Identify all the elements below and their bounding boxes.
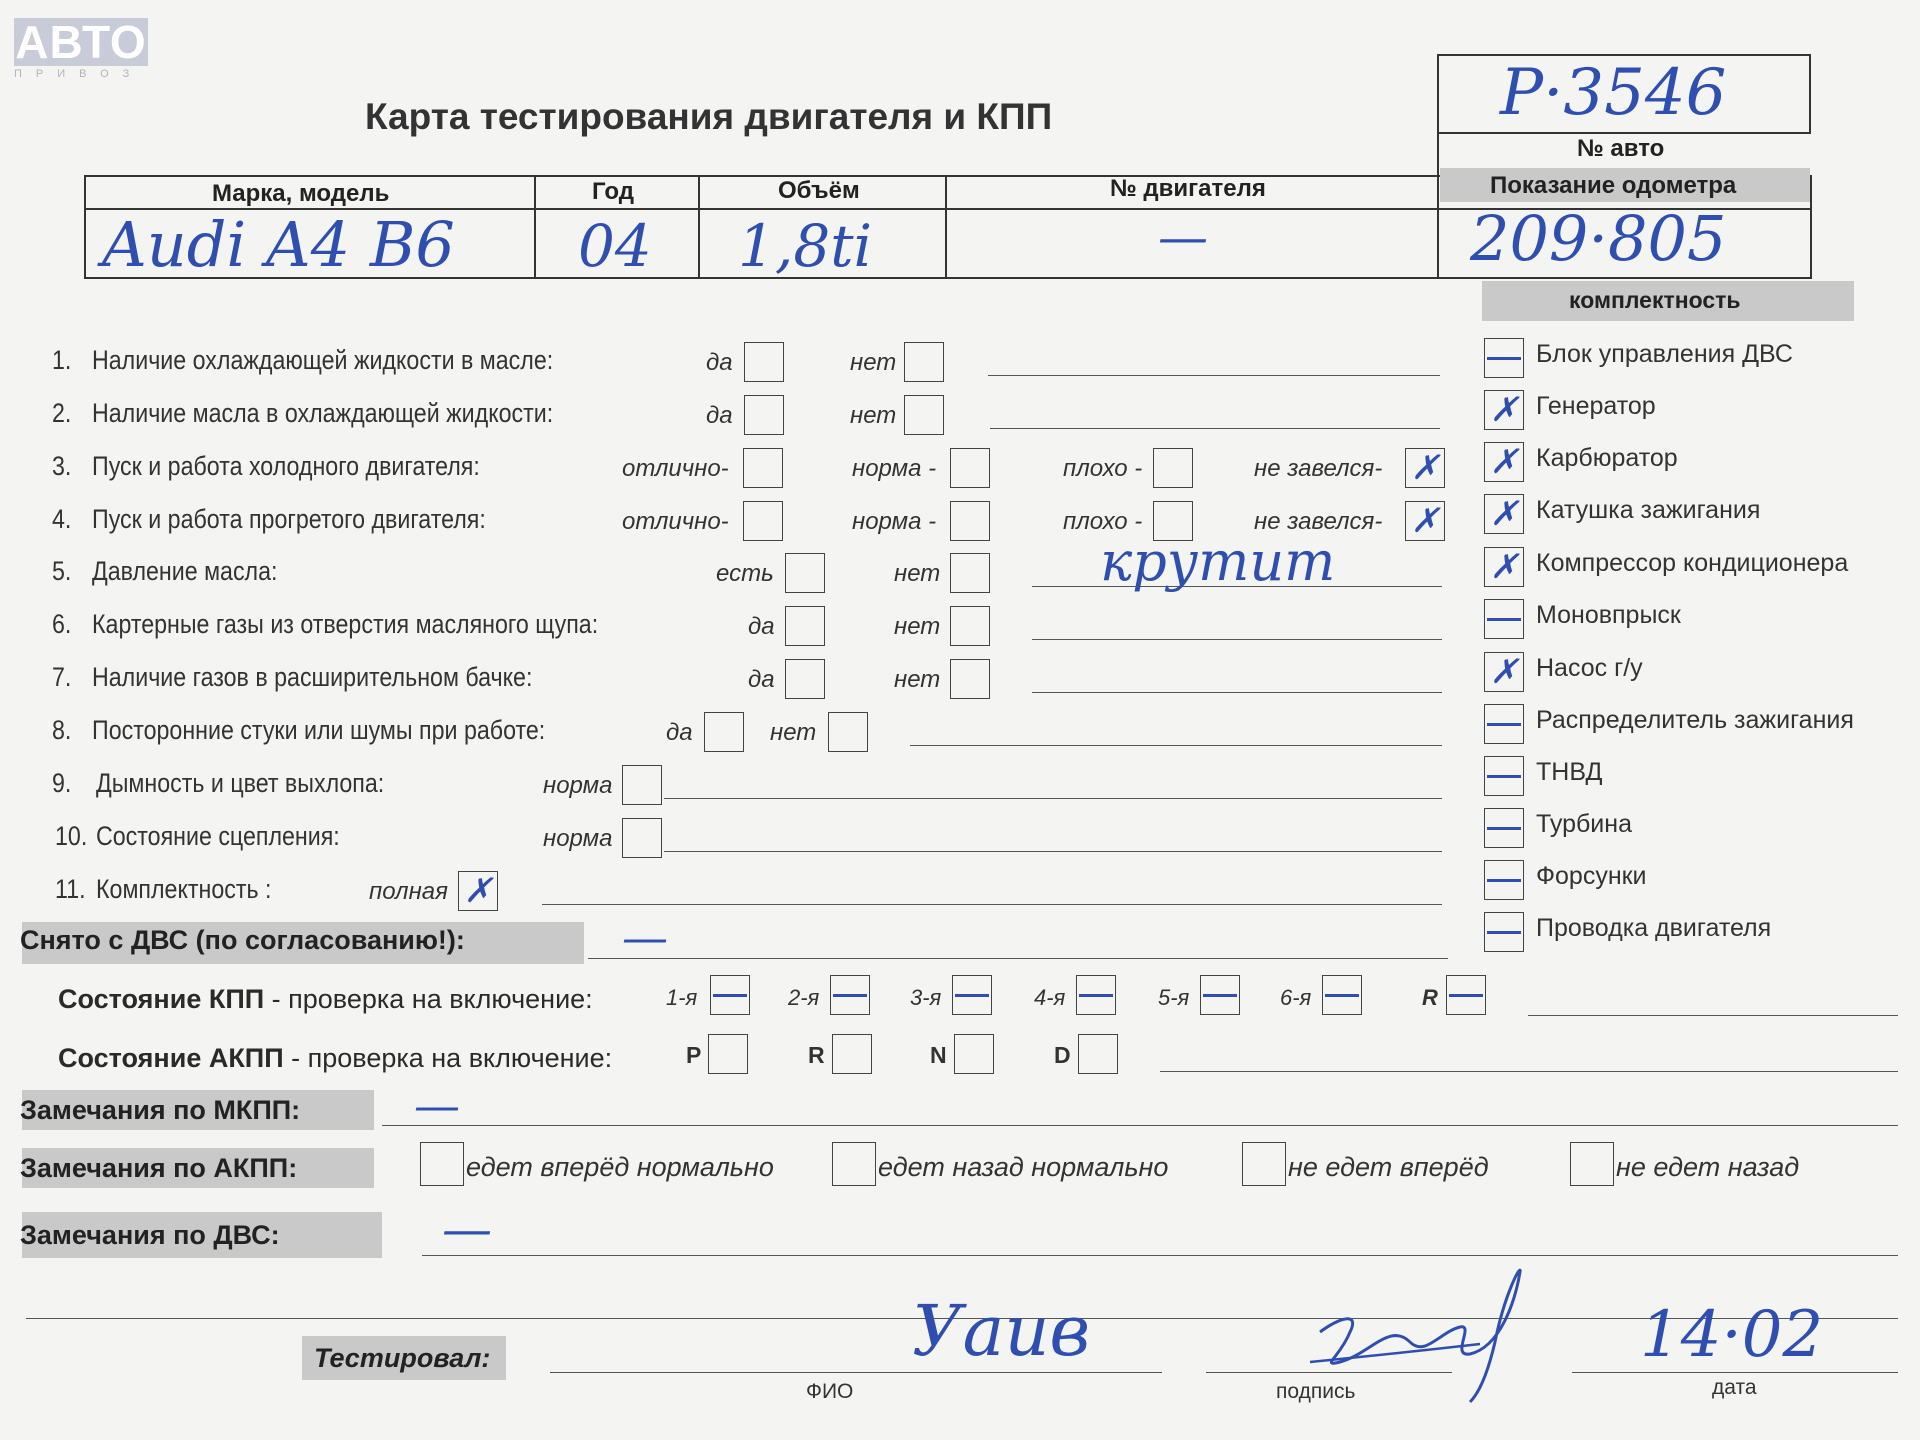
- completeness-checkbox[interactable]: [1484, 442, 1524, 482]
- akpp-label: [58, 1043, 612, 1074]
- gear-label: R: [808, 1042, 825, 1068]
- gear-checkbox[interactable]: [954, 1034, 994, 1074]
- removed-line: [588, 958, 1448, 959]
- answer-line: [1032, 639, 1442, 640]
- question-number: 5.: [52, 556, 72, 586]
- option-label: не завелся-: [1254, 455, 1383, 482]
- option-label: отлично-: [622, 508, 729, 535]
- completeness-label: Катушка зажигания: [1536, 496, 1761, 524]
- option-label: да: [706, 402, 733, 429]
- option-checkbox[interactable]: [950, 553, 990, 593]
- check-mark-icon: ✗: [1489, 494, 1519, 534]
- remarks-dvs-line: [422, 1255, 1898, 1256]
- option-checkbox[interactable]: [622, 818, 662, 858]
- make-value: Audi A4 B6: [102, 208, 455, 281]
- volume-value: 1,8ti: [738, 212, 873, 280]
- answer-line: [664, 798, 1442, 799]
- completeness-label: Насос г/у: [1536, 654, 1643, 682]
- option-label: норма: [543, 825, 613, 852]
- gear-label: N: [930, 1042, 947, 1068]
- gear-label: R: [1422, 985, 1438, 1010]
- tester-name: Уаив: [912, 1290, 1091, 1372]
- tested-label: Тестировал:: [314, 1343, 491, 1373]
- gear-label: 5-я: [1158, 985, 1190, 1010]
- col-divider-4: [1437, 134, 1439, 279]
- header-make: Марка, модель: [212, 180, 390, 207]
- akpp-label-rest: - проверка на включение:: [283, 1043, 613, 1073]
- remarks-dvs-value: —: [442, 1200, 492, 1258]
- completeness-label: Карбюратор: [1536, 444, 1678, 472]
- option-checkbox[interactable]: [904, 395, 944, 435]
- completeness-label: Моновпрыск: [1536, 601, 1681, 629]
- gear-checkbox[interactable]: [1078, 1034, 1118, 1074]
- completeness-checkbox[interactable]: [1484, 756, 1524, 796]
- completeness-checkbox[interactable]: [1484, 912, 1524, 952]
- gear-checkbox[interactable]: [710, 975, 750, 1015]
- option-checkbox[interactable]: [785, 606, 825, 646]
- option-label: плохо -: [1063, 455, 1143, 482]
- option-checkbox[interactable]: [743, 501, 783, 541]
- answer-line: [990, 428, 1440, 429]
- check-mark-icon: ✗: [1489, 652, 1519, 692]
- answer-line: [910, 745, 1442, 746]
- completeness-title: комплектность: [1569, 287, 1741, 313]
- completeness-checkbox[interactable]: [1484, 704, 1524, 744]
- header-engine: № двигателя: [1110, 175, 1266, 202]
- logo-subtitle: ПРИВОЗ: [14, 68, 144, 80]
- remark-checkbox[interactable]: [1242, 1142, 1286, 1186]
- option-label: да: [706, 349, 733, 376]
- kpp-label-rest: - проверка на включение:: [264, 984, 593, 1014]
- gear-checkbox[interactable]: [708, 1034, 748, 1074]
- completeness-label: Распределитель зажигания: [1536, 706, 1854, 734]
- option-checkbox[interactable]: [458, 871, 498, 911]
- option-checkbox[interactable]: [950, 606, 990, 646]
- option-label: нет: [894, 613, 941, 640]
- completeness-label: Компрессор кондиционера: [1536, 549, 1849, 577]
- question-number: 11.: [55, 874, 86, 904]
- completeness-label: Генератор: [1536, 392, 1656, 420]
- gear-checkbox[interactable]: [1076, 975, 1116, 1015]
- remarks-mkpp-line: [382, 1125, 1898, 1126]
- option-checkbox[interactable]: [744, 395, 784, 435]
- option-checkbox[interactable]: [828, 712, 868, 752]
- gear-checkbox[interactable]: [1446, 975, 1486, 1015]
- question-number: 8.: [52, 715, 72, 745]
- question-number: 4.: [52, 504, 72, 534]
- answer-line: [664, 851, 1442, 852]
- option-checkbox[interactable]: [1405, 501, 1445, 541]
- option-checkbox[interactable]: [904, 342, 944, 382]
- header-year: Год: [592, 178, 634, 205]
- handwritten-note: крутит: [1100, 530, 1336, 593]
- check-mark-icon: ✗: [1489, 442, 1519, 482]
- question-text: Посторонние стуки или шумы при работе:: [92, 715, 546, 745]
- completeness-label: Проводка двигателя: [1536, 914, 1772, 942]
- option-label: нет: [850, 402, 897, 429]
- completeness-label: ТНВД: [1536, 758, 1603, 786]
- option-label: отлично-: [622, 455, 729, 482]
- auto-number-label: № авто: [1577, 135, 1665, 162]
- option-label: норма: [543, 772, 613, 799]
- check-mark-icon: ✗: [1410, 501, 1440, 541]
- completeness-checkbox[interactable]: [1484, 599, 1524, 639]
- answer-line: [1032, 692, 1442, 693]
- fio-caption: ФИО: [806, 1380, 854, 1403]
- logo: АВТО: [15, 16, 147, 68]
- remarks-mkpp-label: Замечания по МКПП:: [20, 1095, 301, 1125]
- kpp-line: [1528, 1015, 1898, 1016]
- remarks-akpp-label: Замечания по АКПП:: [20, 1153, 298, 1183]
- remarks-mkpp-value: —: [414, 1078, 460, 1132]
- option-label: норма -: [852, 508, 937, 535]
- completeness-checkbox[interactable]: [1484, 808, 1524, 848]
- answer-line: [542, 904, 1442, 905]
- akpp-label-bold: Состояние АКПП: [58, 1043, 284, 1073]
- gear-checkbox[interactable]: [952, 975, 992, 1015]
- option-checkbox[interactable]: [950, 448, 990, 488]
- question-number: 2.: [52, 398, 72, 428]
- option-label: да: [666, 719, 693, 746]
- option-checkbox[interactable]: [785, 659, 825, 699]
- akpp-line: [1160, 1071, 1898, 1072]
- auto-number-value: P·3546: [1500, 56, 1727, 130]
- engine-value: —: [1158, 208, 1208, 266]
- option-checkbox[interactable]: [744, 342, 784, 382]
- option-label: нет: [770, 719, 817, 746]
- check-mark-icon: ✗: [463, 871, 493, 911]
- option-label: нет: [850, 349, 897, 376]
- sign-line: [1206, 1372, 1452, 1373]
- gear-checkbox[interactable]: [1200, 975, 1240, 1015]
- option-checkbox[interactable]: [785, 553, 825, 593]
- remark-checkbox[interactable]: [1570, 1142, 1614, 1186]
- gear-checkbox[interactable]: [830, 975, 870, 1015]
- remark-label: не едет вперёд: [1288, 1152, 1489, 1182]
- remark-checkbox[interactable]: [420, 1142, 464, 1186]
- question-number: 9.: [52, 768, 72, 798]
- remark-label: едет назад нормально: [878, 1152, 1169, 1182]
- completeness-checkbox[interactable]: [1484, 494, 1524, 534]
- question-text: Пуск и работа холодного двигателя:: [92, 451, 480, 481]
- option-checkbox[interactable]: [1405, 448, 1445, 488]
- option-label: полная: [369, 878, 448, 905]
- kpp-label-bold: Состояние КПП: [58, 984, 265, 1014]
- question-text: Пуск и работа прогретого двигателя:: [92, 504, 486, 534]
- gear-label: 4-я: [1034, 985, 1066, 1010]
- sign-caption: подпись: [1276, 1380, 1356, 1403]
- question-text: Наличие охлаждающей жидкости в масле:: [92, 345, 554, 375]
- completeness-checkbox[interactable]: [1484, 338, 1524, 378]
- option-checkbox[interactable]: [950, 501, 990, 541]
- remarks-dvs-label: Замечания по ДВС:: [20, 1220, 280, 1250]
- check-mark-icon: ✗: [1410, 448, 1440, 488]
- question-text: Картерные газы из отверстия масляного щупа:: [92, 609, 599, 639]
- completeness-label: Турбина: [1536, 810, 1632, 838]
- check-mark-icon: ✗: [1489, 390, 1519, 430]
- question-number: 6.: [52, 609, 72, 639]
- option-label: нет: [894, 666, 941, 693]
- completeness-checkbox[interactable]: [1484, 547, 1524, 587]
- question-text: Давление масла:: [92, 556, 278, 586]
- removed-label: Снято с ДВС (по согласованию!):: [20, 925, 465, 955]
- option-checkbox[interactable]: [950, 659, 990, 699]
- remark-checkbox[interactable]: [832, 1142, 876, 1186]
- option-checkbox[interactable]: [622, 765, 662, 805]
- gear-label: 2-я: [788, 985, 820, 1010]
- answer-line: [988, 375, 1440, 376]
- date-line: [1572, 1372, 1898, 1373]
- gear-label: 3-я: [910, 985, 942, 1010]
- gear-label: 6-я: [1280, 985, 1312, 1010]
- header-odometer: Показание одометра: [1490, 172, 1737, 199]
- question-number: 1.: [52, 345, 72, 375]
- question-number: 10.: [55, 821, 88, 851]
- completeness-checkbox[interactable]: [1484, 652, 1524, 692]
- page-title: Карта тестирования двигателя и КПП: [365, 96, 1053, 137]
- completeness-label: Блок управления ДВС: [1536, 340, 1793, 368]
- check-mark-icon: ✗: [1489, 547, 1519, 587]
- removed-value: —: [622, 910, 668, 964]
- col-divider-3: [945, 175, 947, 279]
- option-label: не завелся-: [1254, 508, 1383, 535]
- header-volume: Объём: [778, 177, 860, 204]
- option-label: да: [748, 666, 775, 693]
- remark-label: едет вперёд нормально: [466, 1152, 774, 1182]
- year-value: 04: [578, 212, 652, 280]
- remark-label: не едет назад: [1616, 1152, 1800, 1182]
- option-label: есть: [716, 560, 774, 587]
- question-text: Состояние сцепления:: [96, 821, 340, 851]
- gear-checkbox[interactable]: [832, 1034, 872, 1074]
- question-text: Дымность и цвет выхлопа:: [96, 768, 385, 798]
- gear-label: P: [686, 1042, 702, 1068]
- option-checkbox[interactable]: [1153, 448, 1193, 488]
- date-caption: дата: [1712, 1376, 1757, 1399]
- tested-date: 14·02: [1640, 1298, 1824, 1372]
- option-label: плохо -: [1063, 508, 1143, 535]
- gear-label: 1-я: [666, 985, 698, 1010]
- gear-label: D: [1054, 1042, 1071, 1068]
- option-label: нет: [894, 560, 941, 587]
- fio-line: [550, 1372, 1162, 1373]
- col-divider-1: [534, 175, 536, 279]
- question-text: Наличие масла в охлаждающей жидкости:: [92, 398, 554, 428]
- completeness-label: Форсунки: [1536, 862, 1647, 890]
- col-divider-2: [698, 175, 700, 279]
- question-number: 7.: [52, 662, 72, 692]
- question-number: 3.: [52, 451, 72, 481]
- option-checkbox[interactable]: [704, 712, 744, 752]
- odometer-value: 209·805: [1470, 202, 1727, 275]
- question-text: Наличие газов в расширительном бачке:: [92, 662, 533, 692]
- question-text: Комплектность :: [96, 874, 272, 904]
- option-label: норма -: [852, 455, 937, 482]
- option-checkbox[interactable]: [743, 448, 783, 488]
- completeness-checkbox[interactable]: [1484, 860, 1524, 900]
- completeness-checkbox[interactable]: [1484, 390, 1524, 430]
- kpp-label: [58, 984, 593, 1015]
- option-label: да: [748, 613, 775, 640]
- gear-checkbox[interactable]: [1322, 975, 1362, 1015]
